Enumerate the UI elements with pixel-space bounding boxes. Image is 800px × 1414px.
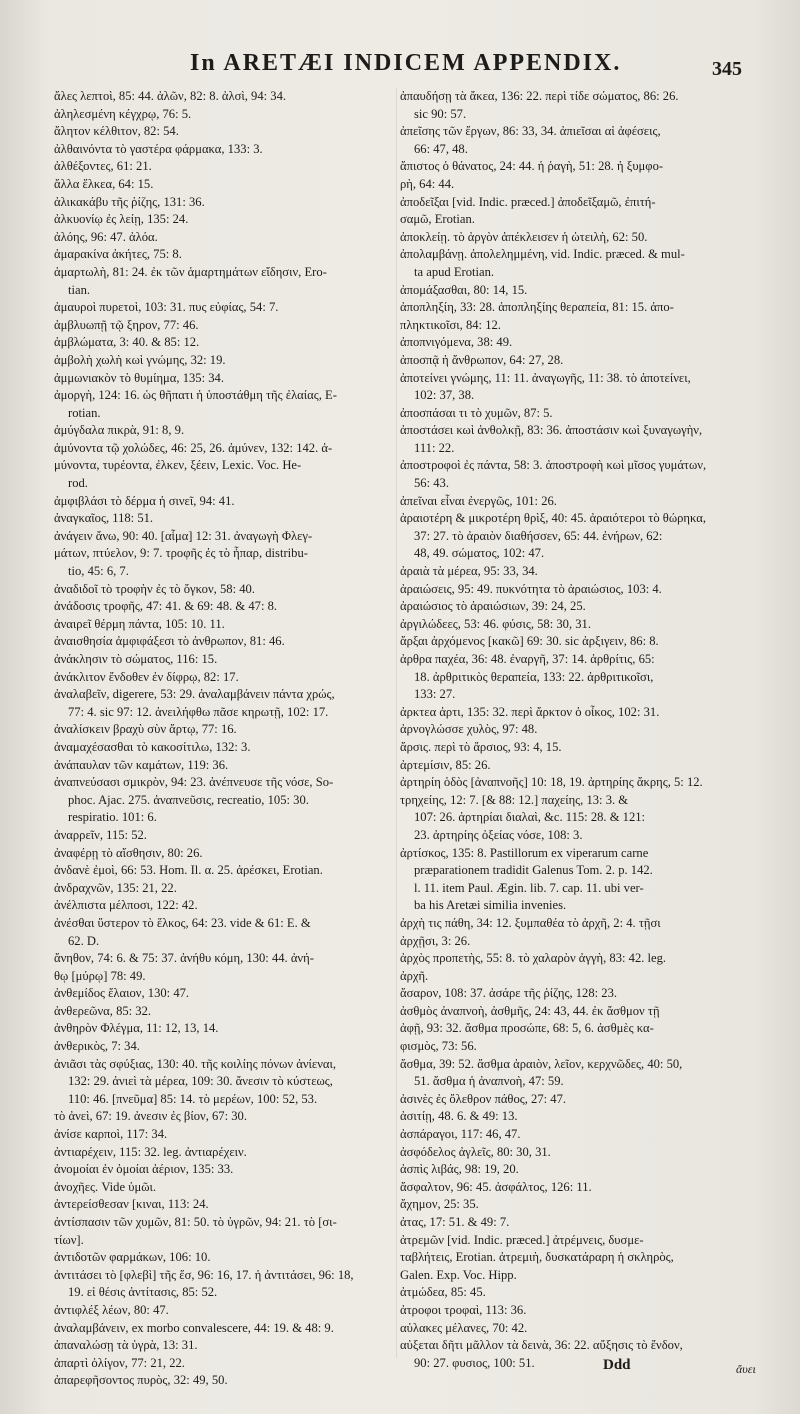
- index-entry-line: ἀναμαχέσασθαι τὸ κακοσίτιλω, 132: 3.: [54, 739, 251, 754]
- index-entry-line: 77: 4. sic 97: 12. ἀνειλήφθω πᾶσε κηρωτῇ, 102: 17.: [68, 704, 329, 719]
- index-entry-line: ἀμύγδαλα πικρὰ, 91: 8, 9.: [54, 423, 185, 438]
- index-entry-line: αὐλακες μέλανες, 70: 42.: [400, 1320, 528, 1335]
- index-entry-line: ἀποπνιγόμενα, 38: 49.: [400, 335, 513, 350]
- index-entry-line: ta apud Erotian.: [414, 264, 495, 279]
- index-entry-line: 111: 22.: [414, 440, 455, 455]
- index-entry-line: 56: 43.: [414, 476, 449, 491]
- index-entry-line: rod.: [68, 476, 88, 491]
- index-entry-line: ἀτροφοι τροφαὶ, 113: 36.: [400, 1302, 527, 1317]
- index-entry-line: 62. D.: [68, 933, 100, 948]
- index-entry-line: ἀναγκαῖος, 118: 51.: [54, 511, 154, 526]
- index-entry-line: respiratio. 101: 6.: [68, 810, 157, 825]
- index-entry-line: ἀσθμὸς ἀναπνοὴ, ἀσθμῆς, 24: 43, 44. ἐκ ἄσθμον τῇ: [400, 1003, 660, 1018]
- index-entry-line: ἀναισθησία ἀμφιφάξεσι τὸ ἀνθρωπον, 81: 46.: [54, 634, 285, 649]
- index-entry-line: μύνοντα, τυρέοντα, ἐλκεν, ξέειν, Lexic. Voc. He-: [54, 458, 302, 473]
- index-entry-line: 37: 27. τὸ ἀραιὸν διαθήσσεν, 65: 44. ἐνήρων, 62:: [414, 528, 663, 543]
- index-entry-line: ἀπεῖναι εἶναι ἐνεργῶς, 101: 26.: [400, 493, 557, 508]
- index-entry-line: ἀμβλώματα, 3: 40. & 85: 12.: [54, 335, 200, 350]
- index-entry-line: ἀνάκλησιν τὸ σώματος, 116: 15.: [54, 652, 218, 666]
- index-entry-line: tian.: [68, 282, 91, 297]
- index-entry-line: ἀσιτίῃ, 48. 6. & 49: 13.: [400, 1109, 518, 1124]
- index-entry-line: ἀνθεμίδος ἔλαιον, 130: 47.: [54, 986, 190, 1001]
- index-entry-line: ἀπαναλώσῃ τὰ ὑγρὰ, 13: 31.: [54, 1338, 198, 1353]
- index-entry-line: ἀσπὶς λιβάς, 98: 19, 20.: [400, 1162, 519, 1177]
- index-entry-line: ἀντιαρέχειν, 115: 32. leg. ἀντιαρέχειν.: [54, 1144, 247, 1159]
- index-entry-line: ἀνδραχνῶν, 135: 21, 22.: [54, 880, 177, 895]
- index-entry-line: ἄλητον κέλθιτον, 82: 54.: [54, 124, 179, 139]
- index-entry-line: ἀτρεμῶν [vid. Indic. præced.] ἀτρέμνεις, δυσμε-: [400, 1232, 644, 1247]
- index-entry-line: ἀμαυροὶ πυρετοὶ, 103: 31. πυς εὐφίας, 54: 7.: [54, 300, 279, 315]
- index-entry-line: τὸ ἀνεὶ, 67: 19. ἀνεσιν ἐς βίον, 67: 30.: [54, 1109, 247, 1124]
- index-entry-line: ἀντιτάσει τὸ [φλεβὶ] τῆς ἕσ, 96: 16, 17. ἡ ἀντιτάσει, 96: 18,: [54, 1267, 354, 1282]
- index-entry-line: ἀμβολὴ χωλὴ κωὶ γνώμης, 32: 19.: [54, 352, 226, 367]
- running-header: In ARETÆI INDICEM APPENDIX.: [190, 50, 622, 76]
- index-entry-line: ἄσφαλτον, 96: 45. ἀσφάλτος, 126: 11.: [400, 1179, 592, 1194]
- index-entry-line: ἀνθερικὸς, 7: 34.: [54, 1039, 140, 1054]
- index-entry-line: ἀτας, 17: 51. & 49: 7.: [400, 1215, 510, 1229]
- index-entry-line: φισμὸς, 73: 56.: [400, 1039, 477, 1054]
- index-entry-line: σαμῶ, Erotian.: [400, 212, 475, 227]
- index-entry-line: ταβλήτεις, Erotian. ἀτρεμιὴ, δυσκατάραρη ἡ σκληρὸς,: [400, 1250, 674, 1265]
- index-entry-line: αὐξεται δῆτι μᾶλλον τὰ δεινὰ, 36: 22. αὔξησις τὸ ἔνδον,: [400, 1338, 683, 1353]
- index-entry-line: ἀποδεῖξαι [vid. Indic. præced.] ἀποδεῖξαμῶ, ἐπιτή-: [400, 194, 656, 209]
- index-entry-line: ἀλθέξοντες, 61: 21.: [54, 159, 152, 174]
- index-entry-line: Galen. Exp. Voc. Hipp.: [400, 1267, 517, 1282]
- index-entry-line: l. 11. item Paul. Ægin. lib. 7. cap. 11. ubi ver-: [414, 880, 644, 895]
- index-entry-line: ἀναπνεύσασι σμικρὸν, 94: 23. ἀνέπνευσε τῆς νόσε, So-: [54, 775, 334, 790]
- index-entry-line: ἄρσις. περὶ τὸ ἄρσιος, 93: 4, 15.: [400, 739, 562, 754]
- index-entry-line: ἀμαρτωλὴ, 81: 24. ἐκ τῶν ἁμαρτημάτων εἴδησιν, Ero-: [54, 264, 327, 279]
- index-entry-line: ἀνθερεῶνα, 85: 32.: [54, 1003, 152, 1018]
- index-entry-line: ἀναδιδοῖ τὸ τροφὴν ἐς τὸ ὄγκον, 58: 40.: [54, 581, 255, 596]
- right-column: [400, 88, 772, 1372]
- index-entry-line: ἀραιώσεις, 95: 49. πυκνότητα τὸ ἀραιώσιος, 103: 4.: [400, 581, 662, 596]
- index-entry-line: ἀνθηρὸν Φλέγμα, 11: 12, 13, 14.: [54, 1021, 219, 1036]
- index-entry-line: 19. εἰ θέσις ἀντίτασις, 85: 52.: [68, 1285, 218, 1300]
- index-entry-line: ἄπιστος ὁ θάνατος, 24: 44. ἡ ῥαγὴ, 51: 28. ἡ ξυμφο-: [400, 159, 664, 174]
- index-entry-line: ἄλες λεπτοὶ, 85: 44. ἀλῶν, 82: 8. ἀλσὶ, 94: 34.: [54, 89, 287, 103]
- index-entry-line: rotian.: [68, 405, 101, 420]
- index-entry-line: μάτων, πτύελον, 9: 7. τροφῆς ἐς τὸ ἧπαρ, distribu-: [54, 546, 308, 561]
- index-entry-line: ἀνομοίαι ἐν ὁμοίαι ἀέριον, 135: 33.: [54, 1162, 234, 1177]
- index-entry-line: ἀρτίσκος, 135: 8. Pastillorum ex viperarum carne: [400, 845, 649, 860]
- index-entry-line: ἄσαρον, 108: 37. ἀσάρε τῆς ῥίζης, 128: 23.: [400, 986, 618, 1001]
- index-entry-line: ἀπεῖσης τῶν ἔργων, 86: 33, 34. ἀπιεῖσαι αἱ ἀφέσεις,: [400, 124, 661, 139]
- index-entry-line: 18. ἀρθριτικὸς θεραπεία, 133: 22. ἀρθριτικοῖσι,: [414, 669, 654, 684]
- index-entry-line: 110: 46. [πνεῦμα] 85: 14. τὸ μερέων, 100: 52, 53.: [68, 1091, 318, 1106]
- index-entry-line: ἀρθρα παχέα, 36: 48. ἐναργῆ, 37: 14. ἀρθρίτις, 65:: [400, 652, 655, 666]
- index-entry-line: ἀτμώδεα, 85: 45.: [400, 1285, 486, 1300]
- index-entry-line: ἀσφόδελος ἀγλεῖς, 80: 30, 31.: [400, 1144, 551, 1159]
- index-entry-line: ἀναλίσκειν βραχὺ σὺν ἄρτῳ, 77: 16.: [54, 722, 237, 737]
- index-entry-line: phoc. Ajac. 275. ἀναπνεῦσις, recreatio, 105: 30.: [68, 792, 309, 807]
- index-entry-line: ἀποστάσει κωὶ ἀνθολκῇ, 83: 36. ἀποστάσιν κωὶ ξυναγωγὴν,: [400, 423, 703, 438]
- index-entry-line: ἀρτεμίσιν, 85: 26.: [400, 757, 491, 772]
- index-entry-line: ἀνάδοσις τροφῆς, 47: 41. & 69: 48. & 47: 8.: [54, 599, 278, 614]
- index-entry-line: ἀσινὲς ἐς ὄλεθρον πάθος, 27: 47.: [400, 1091, 567, 1106]
- index-entry-line: ἄχημον, 25: 35.: [400, 1197, 479, 1212]
- index-entry-line: ἀνέλπιστα μέλποσι, 122: 42.: [54, 898, 198, 913]
- index-entry-line: ἀναλαβεῖν, digerere, 53: 29. ἀναλαμβάνειν πάντα χρώς,: [54, 687, 335, 702]
- index-entry-line: 102: 37, 38.: [414, 388, 475, 403]
- index-entry-line: ἀλικακάβυ τῆς ῥίζης, 131: 36.: [54, 194, 205, 209]
- index-entry-line: ἄσθμα, 39: 52. ἄσθμα ἀραιὸν, λεῖον, κερχνῶδες, 40: 50,: [400, 1056, 683, 1071]
- index-entry-line: ἀποτείνει γνώμης, 11: 11. ἀναγωγῆς, 11: 38. τὸ ἀποτείνει,: [400, 370, 691, 385]
- index-entry-line: 133: 27.: [414, 687, 456, 702]
- index-entry-line: ἀσπάραγοι, 117: 46, 47.: [400, 1127, 521, 1142]
- index-entry-line: ἀμαρακίνα ἀκήτες, 75: 8.: [54, 247, 182, 262]
- index-entry-line: ἀπαυδήσῃ τὰ ἄκεα, 136: 22. περὶ τίδε σώματος, 86: 26.: [400, 89, 679, 103]
- index-entry-line: ἀπομάξασθαι, 80: 14, 15.: [400, 282, 528, 297]
- index-entry-line: ἀφῇ, 93: 32. ἄσθμα προσώπε, 68: 5, 6. ἀσθμὲς κα-: [400, 1021, 654, 1036]
- index-entry-line: ἀμύνοντα τῷ χολώδες, 46: 25, 26. ἀμύνεν, 132: 142. ἀ-: [54, 440, 333, 455]
- index-entry-line: ἀραιώσιος τὸ ἀραιώσιων, 39: 24, 25.: [400, 599, 586, 614]
- index-entry-line: ἀναλαμβάνειν, ex morbo convalescere, 44: 19. & 48: 9.: [54, 1320, 334, 1335]
- index-entry-line: præparationem tradidit Galenus Tom. 2. p. 142.: [414, 863, 653, 878]
- index-entry-line: ἄνηθον, 74: 6. & 75: 37. ἀνήθυ κόμη, 130: 44. ἀνή-: [54, 951, 314, 966]
- index-entry-line: 66: 47, 48.: [414, 141, 468, 156]
- index-entry-line: 51. ἄσθμα ἡ ἀναπνοὴ, 47: 59.: [414, 1074, 564, 1089]
- index-entry-line: θῳ [μύρῳ] 78: 49.: [54, 968, 146, 983]
- index-entry-line: ἀργιλώδεες, 53: 46. φύσις, 58: 30, 31.: [400, 616, 591, 631]
- index-entry-line: τίων].: [54, 1232, 84, 1247]
- index-entry-line: ἀποπληξίη, 33: 28. ἀποπληξίης θεραπεία, 81: 15. ἀπο-: [400, 300, 674, 315]
- index-entry-line: ἀποστροφοὶ ἐς πάντα, 58: 3. ἀποστροφὴ κωὶ μῖσος γυμάτων,: [400, 458, 707, 473]
- index-entry-line: ἀναιρεῖ θέρμη πάντα, 105: 10. 11.: [54, 616, 225, 631]
- index-entry-line: ba his Aretæi similia invenies.: [414, 898, 567, 913]
- index-entry-line: ἀντιφλέξ λέων, 80: 47.: [54, 1302, 169, 1317]
- index-entry-line: ἀναρρεῖν, 115: 52.: [54, 827, 147, 842]
- index-entry-line: ἀποσπᾷ ἡ ἄνθρωπον, 64: 27, 28.: [400, 352, 564, 367]
- index-entry-line: ἀρχῆ.: [400, 968, 429, 983]
- index-entry-line: ἀλκυονίῳ ἐς λείῃ, 135: 24.: [54, 212, 189, 227]
- index-entry-line: 23. ἀρτηρίης ὀξείας νόσε, 108: 3.: [414, 827, 583, 842]
- index-entry-line: ἀρχὴ τις πάθη, 34: 12. ξυμπαθέα τὸ ἀρχῆ, 2: 4. τῇσι: [400, 915, 661, 930]
- index-entry-line: ἀνάκλιτον ἔνδοθεν ἐν δίφρῳ, 82: 17.: [54, 669, 239, 684]
- index-entry-line: ἀμοργὴ, 124: 16. ὡς θῆπατι ἡ ὑποστάθμη τῆς ἐλαίας, E-: [54, 388, 337, 403]
- index-entry-line: ἀπαρεφῆσοντος πυρὸς, 32: 49, 50.: [54, 1373, 228, 1388]
- index-entry-line: ἀμφιβλάσι τὸ δέρμα ἡ σινεῖ, 94: 41.: [54, 493, 235, 508]
- index-entry-line: ἀληλεσμένη κέγχρῳ, 76: 5.: [54, 106, 192, 121]
- index-entry-line: ἀρκτεα ἀρτι, 135: 32. περὶ ἄρκτον ὁ οἶκος, 102: 31.: [400, 704, 660, 719]
- index-entry-line: ἀντίσπασιν τῶν χυμῶν, 81: 50. τὸ ὑγρῶν, 94: 21. τὸ [σι-: [54, 1215, 337, 1229]
- index-entry-line: sic 90: 57.: [414, 106, 467, 121]
- index-entry-line: τρηχείης, 12: 7. [& 88: 12.] παχείης, 13: 3. &: [400, 792, 629, 807]
- index-entry-line: ἀνδανὲ ἐμοὶ, 66: 53. Hom. Il. α. 25. ἀρέσκει, Erotian.: [54, 863, 323, 878]
- index-entry-line: ἀνοχῆες. Vide ὑμῶι.: [54, 1179, 157, 1194]
- index-entry-line: ἀντιδοτῶν φαρμάκων, 106: 10.: [54, 1250, 211, 1265]
- index-entry-line: ἀνέσθαι ὕστερον τὸ ἕλκος, 64: 23. vide & 61: E. &: [54, 915, 311, 930]
- index-entry-line: ἀλόης, 96: 47. ἀλόα.: [54, 229, 158, 244]
- index-entry-line: ἀραιὰ τὰ μέρεα, 95: 33, 34.: [400, 564, 538, 579]
- index-entry-line: ἀρχῇσι, 3: 26.: [400, 933, 471, 948]
- page-number: 345: [712, 58, 742, 80]
- index-entry-line: 90: 27. φυσιος, 100: 51.: [414, 1355, 535, 1370]
- index-entry-line: ἀλθαινόντα τὸ γαστέρα φάρμακα, 133: 3.: [54, 141, 263, 156]
- index-entry-line: 48, 49. σώματος, 102: 47.: [414, 546, 545, 561]
- column-gutter: [396, 88, 397, 1358]
- index-entry-line: ἀρτηρίη ὁδὸς [ἀναπνοῆς] 10: 18, 19. ἀρτηρίης ἄκρης, 5: 12.: [400, 775, 703, 790]
- index-entry-line: 107: 26. ἀρτηρίαι διαλαὶ, &c. 115: 28. & 121:: [414, 810, 646, 825]
- left-column: [54, 88, 394, 1390]
- index-entry-line: ἀναφέρῃ τὸ αἴσθησιν, 80: 26.: [54, 845, 203, 860]
- index-entry-line: ἀποσπάσαι τι τὸ χυμῶν, 87: 5.: [400, 405, 553, 420]
- index-entry-line: ἀποκλείῃ. τὸ ἀργὸν ἀπέκλεισεν ἡ ὠτειλὴ, 62: 50.: [400, 229, 648, 244]
- index-entry-line: tio, 45: 6, 7.: [68, 564, 129, 579]
- index-entry-line: ἀμμωνιακὸν τὸ θυμίημα, 135: 34.: [54, 370, 224, 385]
- index-entry-line: ἀρχὸς προπετὴς, 55: 8. τὸ χαλαρὸν ἀγγὴ, 83: 42. leg.: [400, 951, 667, 966]
- index-entry-line: ἀνάγειν ἄνω, 90: 40. [αἷμα] 12: 31. ἀναγωγὴ Φλεγ-: [54, 528, 313, 543]
- index-entry-line: ρὴ, 64: 44.: [400, 176, 455, 191]
- index-entry-line: ἀντερείσθεσαν [κιναι, 113: 24.: [54, 1197, 209, 1212]
- index-entry-line: ἀρνογλώσσε χυλὸς, 97: 48.: [400, 722, 538, 737]
- index-entry-line: ἄρξαι ἀρχόμενος [κακῶ] 69: 30. sic ἀρξιγειν, 86: 8.: [400, 634, 659, 649]
- index-entry-line: ἄλλα ἕλκεα, 64: 15.: [54, 176, 154, 191]
- index-entry-line: ἀνιᾶσι τὰς σφύξιας, 130: 40. τῆς κοιλίης πόνων ἀνίεναι,: [54, 1056, 337, 1071]
- index-entry-line: ἀνίσε καρποὶ, 117: 34.: [54, 1127, 168, 1142]
- index-entry-line: πληκτικοῖσι, 84: 12.: [400, 317, 501, 332]
- index-entry-line: ἀπαρτὶ ὀλίγον, 77: 21, 22.: [54, 1355, 185, 1370]
- index-entry-line: ἀπολαμβάνῃ. ἀπολελημμένη, vid. Indic. præced. & mul-: [400, 247, 685, 262]
- index-entry-line: 132: 29. ἀνιεὶ τὰ μέρεα, 109: 30. ἄνεσιν τὸ κύστεως,: [68, 1074, 333, 1089]
- catchword: ἄυει: [736, 1362, 756, 1376]
- signature-mark: Ddd: [603, 1357, 631, 1373]
- index-entry-line: ἀνάπαυλαν τῶν καμάτων, 119: 36.: [54, 757, 229, 772]
- index-entry-line: ἀμβλυωπῇ τῷ ξηρον, 77: 46.: [54, 317, 199, 332]
- index-entry-line: ἀραιοτέρη & μικροτέρη θρὶξ, 40: 45. ἀραιότεροι τὸ θώρηκα,: [400, 511, 706, 526]
